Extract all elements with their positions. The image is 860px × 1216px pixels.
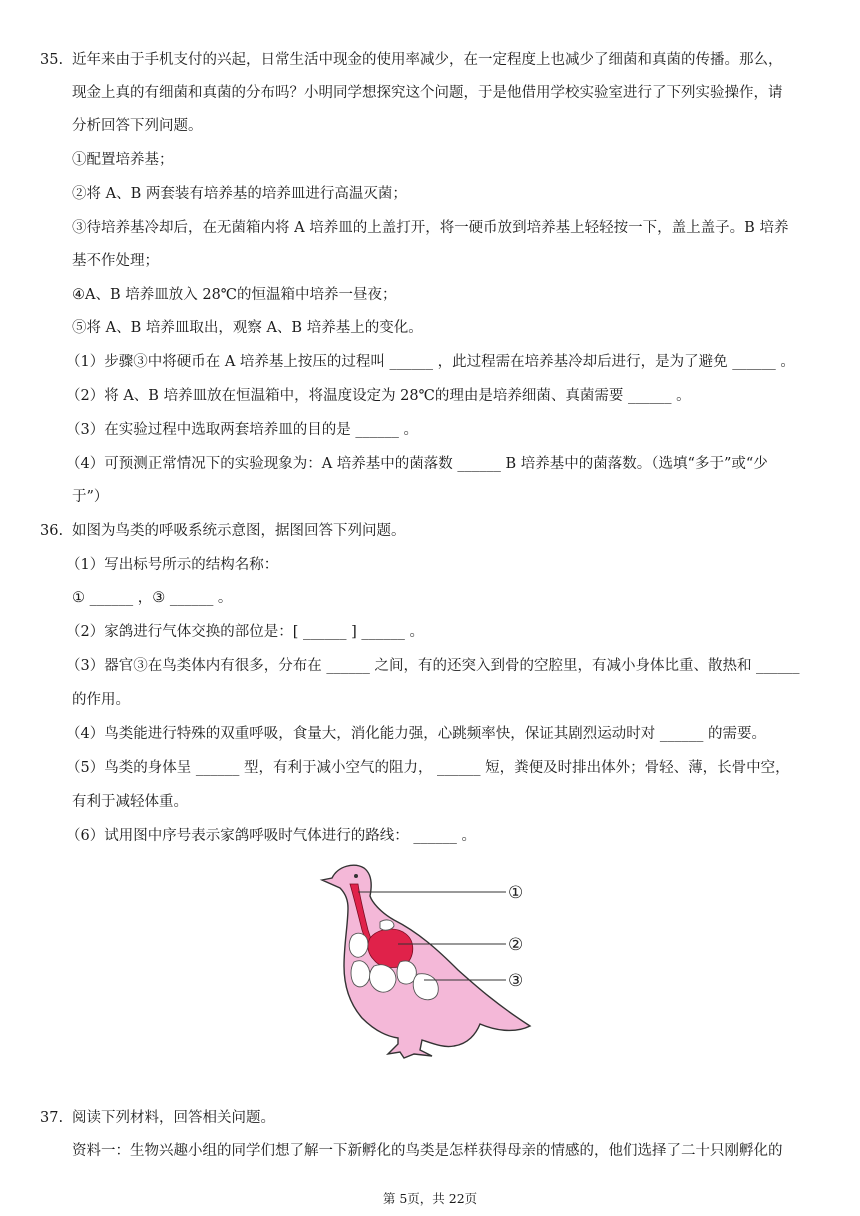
q36-subquestion: 有利于减轻体重。 — [72, 794, 188, 810]
q35-step: ④A、B 培养皿放入 28℃的恒温箱中培养一昼夜； — [72, 287, 397, 303]
air-sac — [349, 933, 368, 957]
label-1: ① — [508, 883, 524, 903]
q35-step: ②将 A、B 两套装有培养基的培养皿进行高温灭菌； — [72, 186, 407, 202]
question-number: 37. — [40, 1110, 64, 1126]
q36-subquestion: （3）器官③在鸟类体内有很多，分布在 ______ 之间，有的还突入到骨的空腔里，有减小身体比重、散热和 ______ — [66, 658, 800, 674]
q36-subquestion: （1）写出标号所示的结构名称： — [66, 557, 279, 573]
label-2: ② — [508, 935, 524, 955]
question-number: 35. — [40, 52, 64, 68]
q35-subquestion: 于”） — [72, 489, 109, 505]
bird-respiratory-diagram — [318, 858, 534, 1066]
q36-subquestion: （4）鸟类能进行特殊的双重呼吸，食量大，消化能力强，心跳频率快，保证其剧烈运动时对 ______ 的需要。 — [66, 726, 766, 742]
q35-subquestion: （2）将 A、B 培养皿放在恒温箱中，将温度设定为 28℃的理由是培养细菌、真菌需要 ______ 。 — [66, 388, 691, 404]
question-number: 36. — [40, 523, 64, 539]
q37-line: 资料一：生物兴趣小组的同学们想了解一下新孵化的鸟类是怎样获得母亲的情感的，他们选择了二十只刚孵化的 — [72, 1143, 783, 1159]
q35-line: 分析回答下列问题。 — [72, 118, 203, 134]
q36-subquestion: 的作用。 — [72, 692, 130, 708]
q36-blank-line: ① ______ ，③ ______ 。 — [72, 590, 233, 606]
q35-step: ①配置培养基； — [72, 152, 174, 168]
q35-subquestion: （4）可预测正常情况下的实验现象为：A 培养基中的菌落数 ______ B 培养基中的菌落数。（选填“多于”或“少 — [66, 456, 768, 472]
air-sac — [380, 920, 394, 930]
q35-subquestion: （3）在实验过程中选取两套培养皿的目的是 ______ 。 — [66, 422, 418, 438]
q35-subquestion: （1）步骤③中将硬币在 A 培养基上按压的过程叫 ______ ，此过程需在培养基冷却后进行，是为了避免 ______ 。 — [66, 354, 795, 370]
q35-step: 基不作处理； — [72, 253, 159, 269]
q37-line: 阅读下列材料，回答相关问题。 — [72, 1110, 275, 1126]
q35-line: 近年来由于手机支付的兴起，日常生活中现金的使用率减少，在一定程度上也减少了细菌和真菌的传播。那么， — [72, 52, 783, 68]
label-3: ③ — [508, 971, 524, 991]
q36-subquestion: （6）试用图中序号表示家鸽呼吸时气体进行的路线： ______ 。 — [66, 828, 476, 844]
q35-step: ⑤将 A、B 培养皿取出，观察 A、B 培养基上的变化。 — [72, 320, 423, 336]
page-footer: 第 5页，共 22页 — [382, 1191, 478, 1206]
q35-step: ③待培养基冷却后，在无菌箱内将 A 培养皿的上盖打开，将一硬币放到培养基上轻轻按一下，盖上盖子。B 培养 — [72, 220, 789, 236]
q36-line: 如图为鸟类的呼吸系统示意图，据图回答下列问题。 — [72, 523, 406, 539]
air-sac — [351, 961, 370, 987]
q36-subquestion: （5）鸟类的身体呈 ______ 型，有利于减小空气的阻力， ______ 短，粪便及时排出体外；骨轻、薄，长骨中空， — [66, 760, 790, 776]
q35-line: 现金上真的有细菌和真菌的分布吗？小明同学想探究这个问题，于是他借用学校实验室进行了下列实验操作，请 — [72, 85, 783, 101]
q36-subquestion: （2）家鸽进行气体交换的部位是：[ ______ ] ______ 。 — [66, 624, 424, 640]
